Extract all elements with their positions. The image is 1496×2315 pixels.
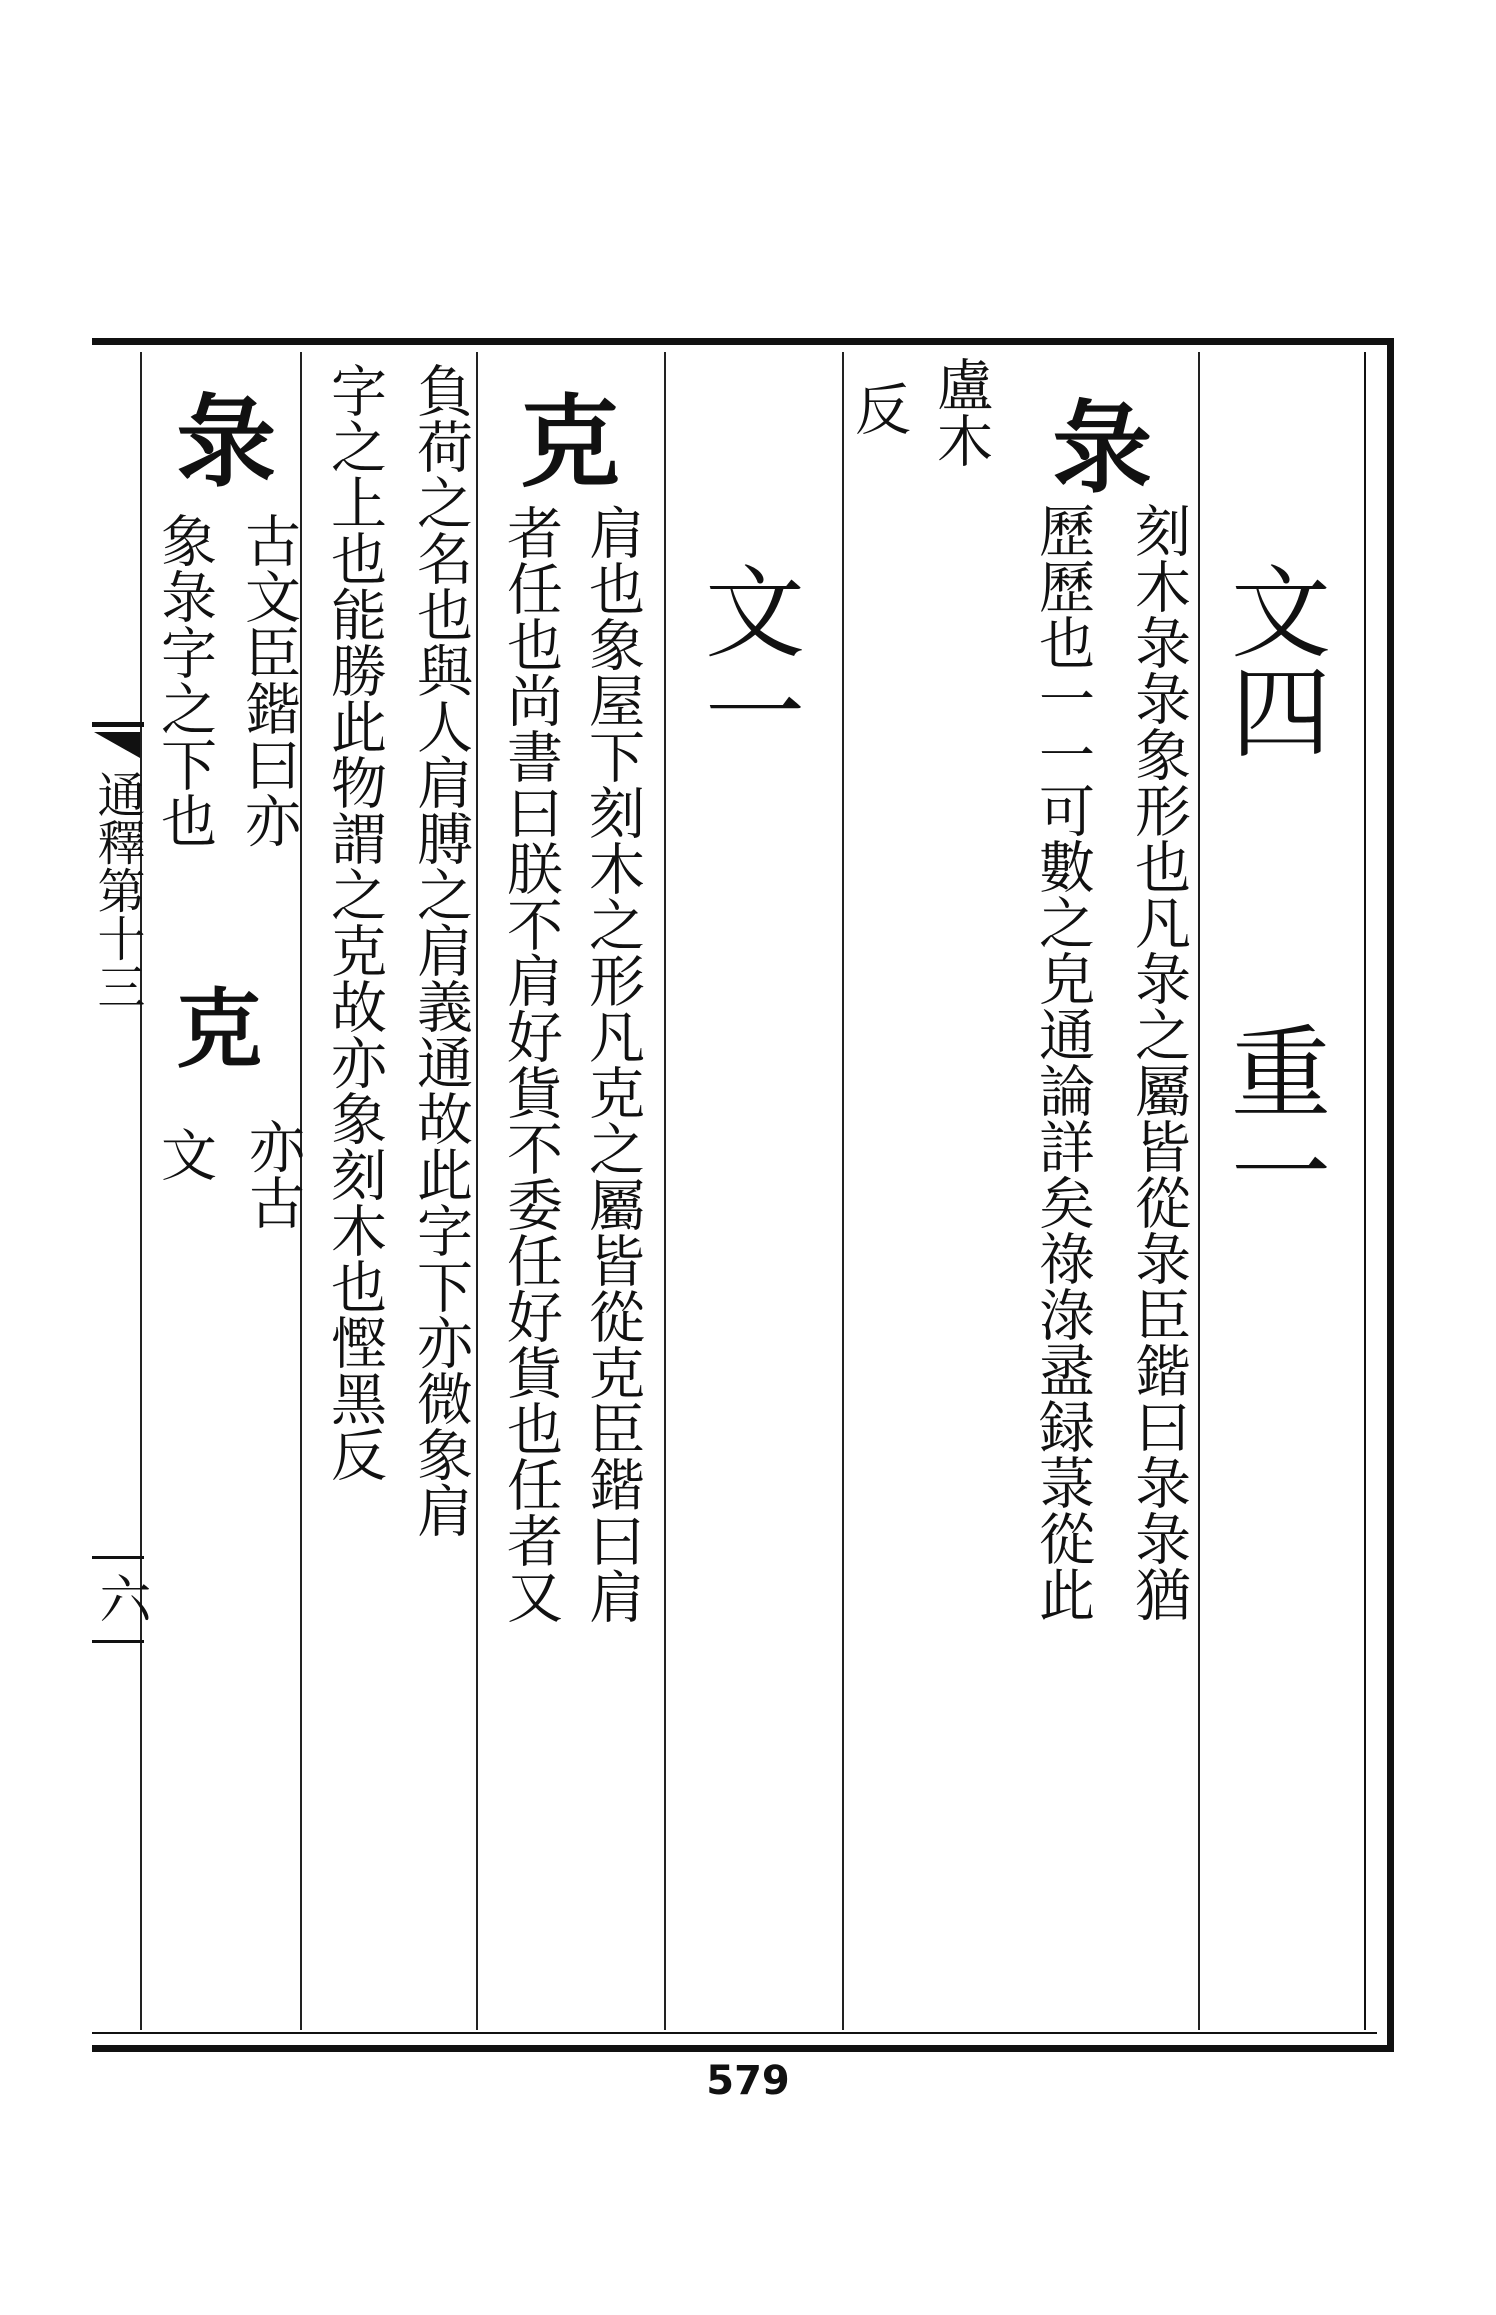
variant-seal-character: 克 xyxy=(176,979,262,1080)
fishtail-mark xyxy=(94,732,140,758)
section-title: 文四 xyxy=(1214,560,1331,760)
margin-rule xyxy=(92,1556,144,1559)
book-title: 通釋第十三 xyxy=(89,770,145,1010)
gloss-line: 歷歷也一一可數之皃通論詳矣祿淥盝録菉從此 xyxy=(1030,502,1095,1622)
variant-note: 文 xyxy=(152,1126,217,1182)
gloss-line: 刻木彔彔象形也凡彔之屬皆從彔臣鍇曰彔彔猶 xyxy=(1126,502,1191,1622)
gloss-line: 字之上也能勝此物謂之克故亦象刻木也慳黑反 xyxy=(322,362,387,1482)
column-divider xyxy=(476,352,478,2030)
column-divider xyxy=(1198,352,1200,2030)
gloss-line: 負荷之名也與人肩膊之肩義通故此字下亦微象肩 xyxy=(408,362,473,1538)
margin-rule xyxy=(92,1640,144,1643)
seal-character: 彔 xyxy=(1052,389,1152,507)
reading-note: 反 xyxy=(846,380,911,436)
bottom-rule xyxy=(92,2032,1377,2034)
section-count: 文一 xyxy=(688,560,805,760)
variant-note: 亦古 xyxy=(240,1118,305,1230)
inner-border-right xyxy=(1364,352,1366,2030)
seal-character: 彔 xyxy=(176,383,276,501)
fishtail-rule xyxy=(92,722,144,727)
page-number: 579 xyxy=(706,2058,790,2104)
gloss-line: 者任也尚書曰朕不肩好貨不委任好貨也任者又 xyxy=(498,504,563,1624)
reading-note: 盧木 xyxy=(928,356,993,468)
gloss-line: 肩也象屋下刻木之形凡克之屬皆從克臣鍇曰肩 xyxy=(580,504,645,1624)
column-divider xyxy=(842,352,844,2030)
section-count: 重一 xyxy=(1214,1020,1331,1220)
gloss-line: 象彔字之下也 xyxy=(152,512,217,848)
leaf-number: 六 xyxy=(90,1572,150,1624)
gloss-line: 古文臣鍇曰亦 xyxy=(236,512,301,848)
column-divider xyxy=(664,352,666,2030)
seal-character: 克 xyxy=(520,383,620,501)
column-divider xyxy=(140,352,142,2030)
